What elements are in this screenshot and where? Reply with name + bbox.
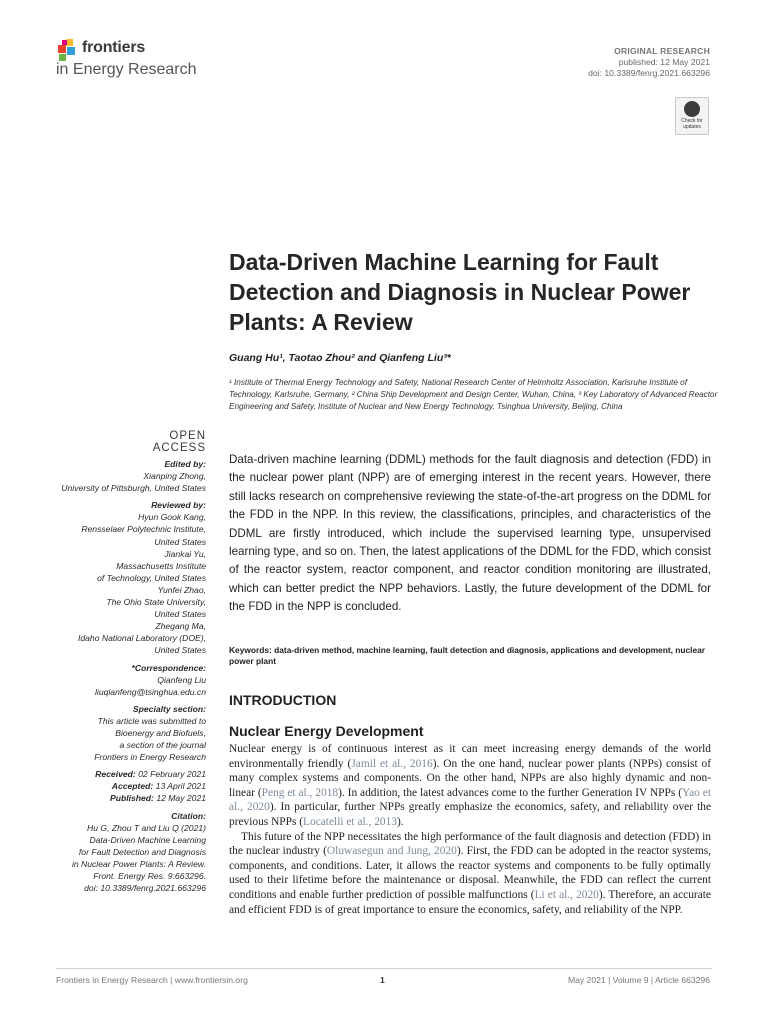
- footer-issue: May 2021 | Volume 9 | Article 663296: [567, 975, 710, 985]
- article-meta: [588, 46, 710, 79]
- reviewer-line: Zhegang Ma,: [155, 621, 206, 632]
- citation-link[interactable]: Locatelli et al., 2013: [303, 815, 397, 828]
- published-date: published: 12 May 2021: [618, 57, 710, 67]
- specialty-line: Frontiers in Energy Research: [94, 752, 206, 763]
- edited-by-heading: Edited by:: [164, 459, 206, 469]
- citation-line: Data-Driven Machine Learning: [89, 834, 206, 845]
- journal-logo[interactable]: [56, 32, 256, 82]
- abstract: Data-driven machine learning (DDML) methods for the fault diagnosis and detection (FDD) in the nuclear power plant (NPP) are of emerging interest in the recent years. However, there still lacks research on comprehensive reviewing the state-of-the-art progress on the DDML for the FDD in the NPP. In this review, the classifications, principles, and characteristics of the DDML are firstly introduced, which include the supervised learning type, unsupervised learning type, and so on. Then, the latest applications of the DDML for the FDD, which consist of the reactor system, reactor component, and reactor condition monitoring are illustrated, which can better predict the NPP behaviors. Lastly, the future development of the DDML for the FDD in the NPP is concluded.: [229, 453, 711, 614]
- journal-subtitle: in Energy Research: [56, 61, 197, 78]
- check-updates-icon: [684, 101, 700, 117]
- editor-line: University of Pittsburgh, United States: [61, 483, 206, 494]
- citation-link[interactable]: Yao et al., 2020: [229, 786, 711, 814]
- paragraph: This future of the NPP necessitates the high performance of the fault diagnosis and detection (FDD) in the nuclear industry (Oluwasegun and Jung, 2020). First, the FDD can be adopted in the reactor systems, components, and conditions. Later, it allows the reactor systems and components to be fully optimally used to their lifetime before the maintenance or disposal. Meanwhile, the FDD can reflect the current conditions and enable further prediction of possible malfunctions (Li et al., 2020). Therefore, an accurate and efficient FDD is of great importance to ensure the economics, safety, and reliability of the NPP.: [229, 830, 711, 916]
- received-date: Received: 02 February 2021: [95, 769, 206, 780]
- correspondence-heading: *Correspondence:: [131, 662, 206, 673]
- reviewer-line: of Technology, United States: [97, 572, 206, 583]
- citation-line: for Fault Detection and Diagnosis: [78, 846, 206, 857]
- open-access-label: OPEN ACCESS: [152, 430, 206, 454]
- citation-link[interactable]: Jamil et al., 2016: [351, 757, 433, 770]
- check-for-updates-button[interactable]: [675, 97, 709, 135]
- body-text: [229, 742, 711, 917]
- keywords: Keywords: data-driven method, machine learning, fault detection and diagnosis, applications and development, nuclear power plant: [229, 645, 706, 666]
- citation-link[interactable]: Oluwasegun and Jung, 2020: [326, 845, 457, 858]
- article-doi[interactable]: doi: 10.3389/fenrg.2021.663296: [588, 68, 710, 78]
- reviewed-by-heading: Reviewed by:: [151, 500, 206, 511]
- reviewer-line: Massachusetts Institute: [116, 560, 206, 571]
- citation-line: Front. Energy Res. 9:663296.: [93, 871, 206, 881]
- article-type: ORIGINAL RESEARCH: [614, 46, 710, 56]
- footer-journal[interactable]: Frontiers in Energy Research | www.frontiersin.org: [56, 975, 248, 985]
- reviewer-line: Jiankai Yu,: [164, 548, 206, 559]
- specialty-line: Bioenergy and Biofuels,: [115, 727, 206, 738]
- citation-link[interactable]: Li et al., 2020: [534, 888, 599, 901]
- published-date-sidebar: Published: 12 May 2021: [109, 793, 206, 804]
- affiliations: ¹ Institute of Thermal Energy Technology and Safety, National Research Center of Helmholtz Association, Karlsruhe Institute of Technology, Karlsruhe, Germany, ² China Ship Development and Design Center, Wuhan, China, ³ Key Laboratory of Advanced Reactor Engineering and Safety, Institute of Nuclear and New Energy Technology, Tsinghua University, Beijing, China: [229, 378, 718, 412]
- frontiers-logo-icon: [56, 36, 80, 64]
- article-title: Data-Driven Machine Learning for Fault Detection and Diagnosis in Nuclear Power Plants: A Review: [229, 249, 691, 335]
- reviewer-line: United States: [154, 645, 206, 656]
- correspondence-email[interactable]: liuqianfeng@tsinghua.edu.cn: [95, 686, 206, 697]
- specialty-heading: Specialty section:: [132, 703, 206, 714]
- reviewer-line: The Ohio State University,: [106, 597, 206, 608]
- footer-divider: [56, 968, 712, 969]
- citation-line[interactable]: doi: 10.3389/fenrg.2021.663296: [84, 883, 206, 894]
- specialty-line: a section of the journal: [119, 740, 206, 751]
- accepted-date: Accepted: 13 April 2021: [111, 781, 206, 792]
- authors: Guang Hu¹, Taotao Zhou² and Qianfeng Liu³*: [229, 352, 451, 364]
- citation-heading: Citation:: [171, 810, 206, 821]
- reviewer-line: Rensselaer Polytechnic Institute,: [81, 524, 206, 535]
- reviewer-line: Yunfei Zhao,: [157, 584, 206, 595]
- journal-word: frontiers: [82, 39, 146, 56]
- citation-link[interactable]: Peng et al., 2018: [261, 786, 339, 799]
- section-heading-introduction: INTRODUCTION: [229, 692, 337, 708]
- reviewer-line: Hyun Gook Kang,: [138, 512, 206, 523]
- reviewer-line: United States: [154, 609, 206, 620]
- subsection-heading: Nuclear Energy Development: [229, 723, 424, 739]
- specialty-line: This article was submitted to: [97, 715, 206, 726]
- reviewer-line: United States: [154, 536, 206, 547]
- paragraph: Nuclear energy is of continuous interest as it can meet increasing energy demands of the world environmentally friendly (Jamil et al., 2016). On the one hand, nuclear power plants (NPPs) consist of many complex systems and components. On the other hand, NPPs are also highly dynamic and non-linear (Peng et al., 2018). In addition, the latest advances come to the further Generation IV NPPs (Yao et al., 2020). In particular, further NPPs greatly emphasize the economics, safety, and reliability over the previous NPPs (Locatelli et al., 2013).: [229, 743, 712, 828]
- article-info-sidebar: [40, 458, 206, 894]
- check-updates-label: Check for updates: [681, 118, 703, 130]
- citation-line: in Nuclear Power Plants: A Review.: [71, 858, 206, 869]
- page-number: 1: [380, 975, 385, 985]
- reviewer-line: Idaho National Laboratory (DOE),: [77, 633, 206, 644]
- citation-line: Hu G, Zhou T and Liu Q (2021): [87, 822, 206, 833]
- editor-line: Xianping Zhong,: [143, 471, 206, 482]
- correspondence-name: Qianfeng Liu: [157, 674, 206, 685]
